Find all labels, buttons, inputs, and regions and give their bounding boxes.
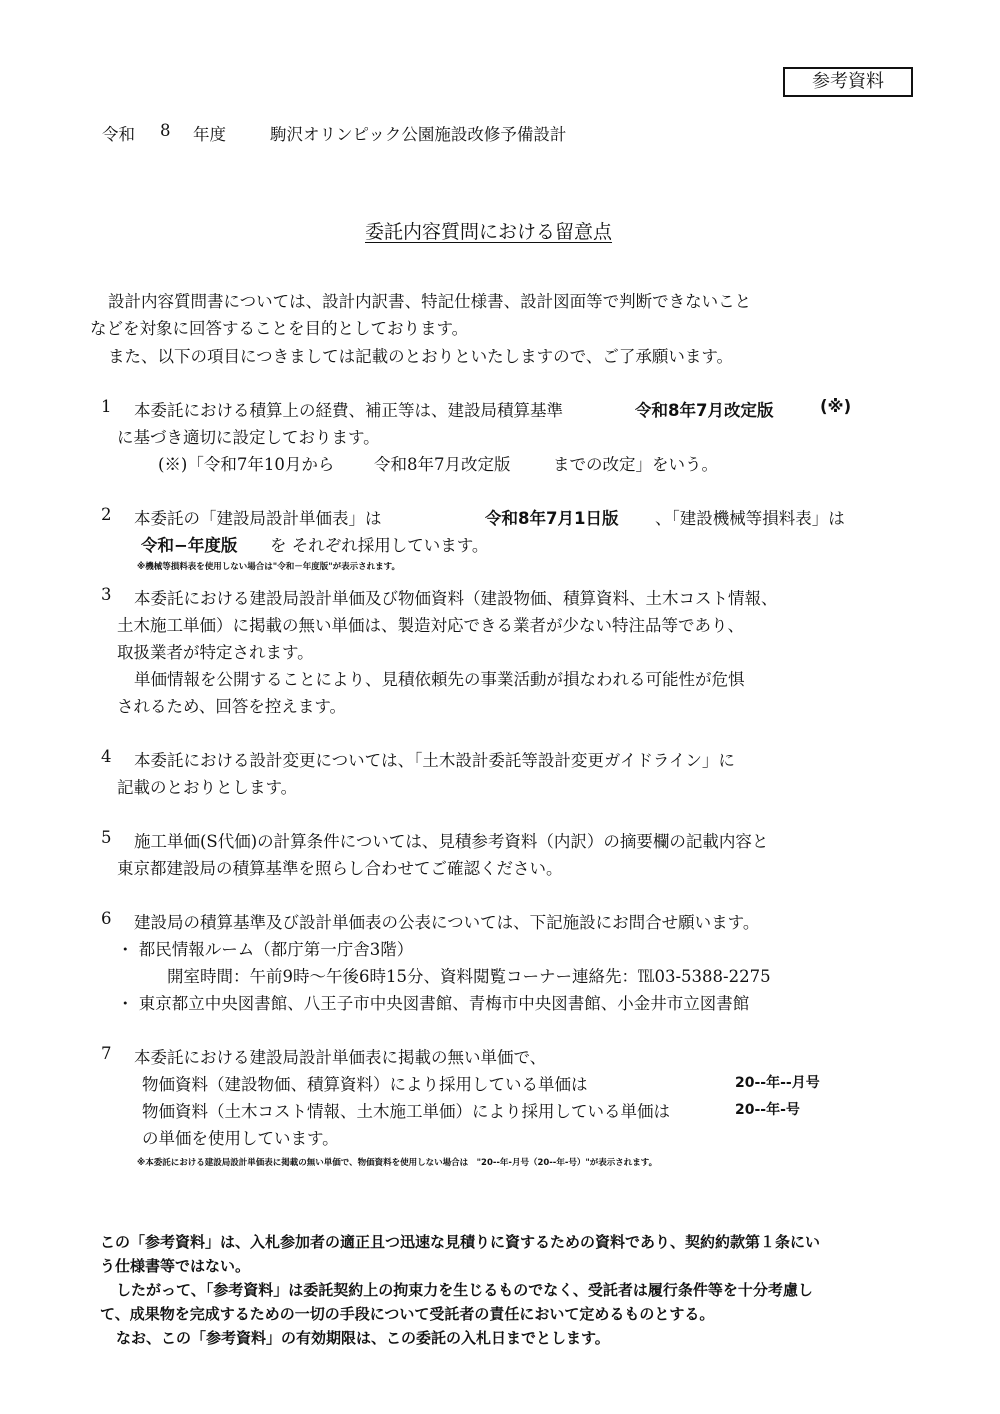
item-4-number: 4 — [101, 747, 112, 766]
item-7-line-1: 本委託における建設局設計単価表に掲載の無い単価で、 — [134, 1048, 547, 1067]
page-title: 委託内容質問における留意点 — [365, 221, 613, 243]
item-5-line-1: 施工単価(S代価)の計算条件については、見積参考資料（内訳）の摘要欄の記載内容と — [134, 832, 769, 851]
item-2-number: 2 — [101, 505, 112, 524]
item-7-number: 7 — [101, 1044, 112, 1063]
item-2-version: 令和8年7月1日版 — [485, 509, 619, 528]
item-2-version-2: 令和−年度版 — [141, 536, 238, 555]
item-7-line-2: 物価資料（建設物価、積算資料）により採用している単価は — [142, 1075, 588, 1094]
era-label: 令和 — [102, 125, 135, 144]
item-7-value-3: 20--年-号 — [735, 1102, 800, 1118]
item-3-line-2: 土木施工単価）に掲載の無い単価は、製造対応できる業者が少ない特注品等であり、 — [117, 616, 744, 635]
item-1-note-suffix: までの改定」をいう。 — [553, 455, 718, 474]
fiscal-year: 8 — [160, 121, 171, 140]
footer-line-5: なお、この「参考資料」の有効期限は、この委託の入札日までとします。 — [116, 1329, 610, 1347]
intro-line-1: 設計内容質問書については、設計内訳書、特記仕様書、設計図面等で判断できないこと — [108, 292, 752, 311]
item-1-text: 本委託における積算上の経費、補正等は、建設局積算基準 — [134, 401, 563, 420]
item-6-number: 6 — [101, 909, 112, 928]
item-3-line-4: 単価情報を公開することにより、見積依頼先の事業活動が損なわれる可能性が危惧 — [134, 670, 745, 689]
item-6-bullet-2: ・ 東京都立中央図書館、八王子市中央図書館、青梅市中央図書館、小金井市立図書館 — [117, 994, 750, 1013]
item-1-line-2: に基づき適切に設定しております。 — [117, 428, 380, 447]
intro-line-2: などを対象に回答することを目的としております。 — [90, 319, 469, 338]
footer-line-1: この「参考資料」は、入札参加者の適正且つ迅速な見積りに資するための資料であり、契約約款第１条にい — [100, 1233, 821, 1251]
item-7-value-2: 20--年--月号 — [735, 1075, 820, 1091]
item-4-line-2: 記載のとおりとします。 — [117, 778, 298, 797]
item-3-line-5: されるため、回答を控えます。 — [117, 697, 347, 716]
item-6-hours: 開室時間：午前9時～午後6時15分、資料閲覧コーナー連絡先：℡03-5388-2275 — [167, 967, 771, 986]
footer-line-4: て、成果物を完成するための一切の手段について受託者の責任において定めるものとする。 — [100, 1305, 715, 1323]
item-2-text-2: 、「建設機械等損料表」は — [655, 509, 845, 528]
item-3-line-1: 本委託における建設局設計単価及び物価資料（建設物価、積算資料、土木コスト情報、 — [134, 589, 778, 608]
item-6-line-1: 建設局の積算基準及び設計単価表の公表については、下記施設にお問合せ願います。 — [134, 913, 760, 932]
item-2-small-note: ※機械等損料表を使用しない場合は"令和－年度版"が表示されます。 — [137, 562, 400, 572]
intro-line-3: また、以下の項目につきましては記載のとおりといたしますので、ご了承願います。 — [108, 347, 734, 366]
year-suffix: 年度 — [193, 125, 226, 144]
item-1-version: 令和8年7月改定版 — [635, 401, 774, 420]
project-name: 駒沢オリンピック公園施設改修予備設計 — [270, 125, 567, 144]
item-5-line-2: 東京都建設局の積算基準を照らし合わせてご確認ください。 — [117, 859, 563, 878]
item-7-line-4: の単価を使用しています。 — [142, 1129, 339, 1148]
item-1-number: 1 — [101, 397, 112, 416]
item-2-text: 本委託の「建設局設計単価表」は — [134, 509, 382, 528]
footer-line-2: う仕様書等ではない。 — [100, 1257, 251, 1275]
item-1-note-prefix: (※)「令和7年10月から — [158, 455, 335, 474]
reference-badge: 参考資料 — [783, 67, 913, 97]
item-7-small-note: ※本委託における建設局設計単価表に掲載の無い単価で、物価資料を使用しない場合は "20--年-月号（20--年-号）"が表示されます。 — [137, 1158, 658, 1168]
item-1-note-version: 令和8年7月改定版 — [374, 455, 511, 474]
item-1-mark: (※) — [820, 397, 852, 416]
item-6-bullet-1: ・ 都民情報ルーム（都庁第一庁舎3階） — [117, 940, 414, 959]
item-4-line-1: 本委託における設計変更については、「土木設計委託等設計変更ガイドライン」に — [134, 751, 735, 770]
item-3-number: 3 — [101, 585, 112, 604]
item-3-line-3: 取扱業者が特定されます。 — [117, 643, 314, 662]
footer-line-3: したがって、「参考資料」は委託契約上の拘束力を生じるものでなく、受託者は履行条件等を十分考慮し — [116, 1281, 813, 1299]
item-5-number: 5 — [101, 828, 112, 847]
item-2-text-3: を それぞれ採用しています。 — [270, 536, 489, 555]
item-7-line-3: 物価資料（土木コスト情報、土木施工単価）により採用している単価は — [142, 1102, 670, 1121]
